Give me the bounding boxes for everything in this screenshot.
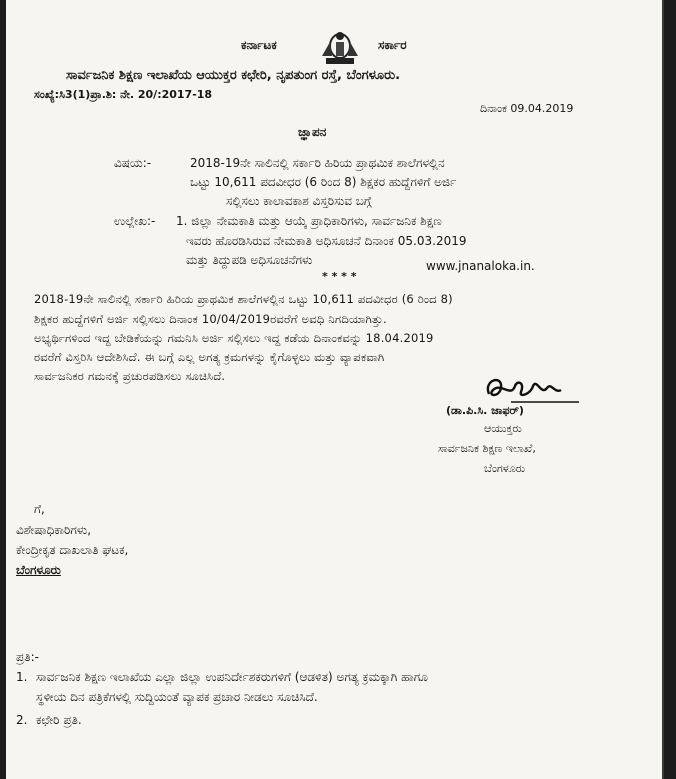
copy-item-number: 1. (16, 670, 28, 684)
signatory-designation: ಆಯುಕ್ತರು (484, 422, 522, 435)
body-line: ಶಿಕ್ಷಕರ ಹುದ್ದೆಗಳಿಗೆ ಅರ್ಜಿ ಸಲ್ಲಿಸಲು ದಿನಾಂಕ 10/04/2019ರವರೆಗೆ ಅವಧಿ ನಿಗದಿಯಾಗಿತ್ತು. (34, 312, 387, 326)
signatory-name: (ಡಾ.ಪಿ.ಸಿ. ಜಾಫರ್) (446, 404, 524, 417)
body-line: ರವರೆಗೆ ವಿಸ್ತರಿಸಿ ಆದೇಶಿಸಿದೆ. ಈ ಬಗ್ಗೆ ಎಲ್ಲ ಅಗತ್ಯ ಕ್ರಮಗಳನ್ನು ಕೈಗೊಳ್ಳಲು ಮತ್ತು ವ್ಯಾಪಕವಾಗಿ (34, 350, 385, 364)
watermark: www.jnanaloka.in. (426, 259, 535, 273)
copy-item: ಕಛೇರಿ ಪ್ರತಿ. (36, 713, 82, 727)
to-city: ಬೆಂಗಳೂರು (16, 563, 61, 577)
subject-line: ಒಟ್ಟು 10,611 ಪದವೀಧರ (6 ರಿಂದ 8) ಶಿಕ್ಷಕರ ಹುದ್ದೆಗಳಿಗೆ ಅರ್ಜಿ (190, 175, 457, 189)
reference-line: ಇವರು ಹೊರಡಿಸಿರುವ ನೇಮಕಾತಿ ಅಧಿಸೂಚನೆ ದಿನಾಂಕ 05.03.2019 (186, 234, 467, 248)
to-line: ಕೇಂದ್ರೀಕೃತ ದಾಖಲಾತಿ ಘಟಕ, (16, 543, 129, 557)
body-line: 2018-19ನೇ ಸಾಲಿನಲ್ಲಿ ಸರ್ಕಾರಿ ಹಿರಿಯ ಪ್ರಾಥಮಿಕ ಶಾಲೆಗಳಲ್ಲಿನ ಒಟ್ಟು 10,611 ಪದವೀಧರ (6 ರಿಂದ 8) (34, 292, 453, 306)
reference-label: ಉಲ್ಲೇಖ:- (114, 214, 156, 228)
copy-label: ಪ್ರತಿ:- (16, 650, 39, 664)
separator-stars: * * * * (322, 270, 357, 283)
copy-item-number: 2. (16, 713, 28, 727)
body-line: ಅಭ್ಯರ್ಥಿಗಳಿಂದ ಇದ್ದ ಬೇಡಿಕೆಯನ್ನು ಗಮನಿಸಿ ಅರ್ಜಿ ಸಲ್ಲಿಸಲು ಇದ್ದ ಕಡೆಯ ದಿನಾಂಕವನ್ನು 18.04.2019 (34, 331, 434, 345)
signatory-department: ಸಾರ್ವಜನಿಕ ಶಿಕ್ಷಣ ಇಲಾಖೆ, (438, 442, 536, 455)
signatory-city: ಬೆಂಗಳೂರು (484, 462, 526, 475)
subject-label: ವಿಷಯ:- (114, 156, 152, 170)
document-page (6, 0, 664, 779)
reference-line: 1. ಜಿಲ್ಲಾ ನೇಮಕಾತಿ ಮತ್ತು ಆಯ್ಕೆ ಪ್ರಾಧಿಕಾರಿಗಳು, ಸಾರ್ವಜನಿಕ ಶಿಕ್ಷಣ (176, 214, 442, 228)
subject-line: ಸಲ್ಲಿಸಲು ಕಾಲಾವಕಾಶ ವಿಸ್ತರಿಸುವ ಬಗ್ಗೆ (226, 194, 372, 208)
copy-item: ಸಾರ್ವಜನಿಕ ಶಿಕ್ಷಣ ಇಲಾಖೆಯ ಎಲ್ಲಾ ಜಿಲ್ಲಾ ಉಪನಿರ್ದೇಶಕರುಗಳಿಗೆ (ಆಡಳಿತ) ಅಗತ್ಯ ಕ್ರಮಕ್ಕಾಗಿ ಹಾಗೂ (36, 670, 428, 684)
to-label: ಗೆ, (34, 502, 45, 516)
header-office: ಸಾರ್ವಜನಿಕ ಶಿಕ್ಷಣ ಇಲಾಖೆಯ ಆಯುಕ್ತರ ಕಛೇರಿ, ನೃಪತುಂಗ ರಸ್ತೆ, ಬೆಂಗಳೂರು. (66, 68, 401, 83)
header-government: ಸರ್ಕಾರ (378, 38, 407, 52)
reference-line: ಮತ್ತು ತಿದ್ದುಪಡಿ ಅಧಿಸೂಚನೆಗಳು (186, 253, 313, 267)
document-date: ದಿನಾಂಕ 09.04.2019 (480, 102, 574, 115)
body-line: ಸಾರ್ವಜನಿಕರ ಗಮನಕ್ಕೆ ಪ್ರಚುರಪಡಿಸಲು ಸೂಚಿಸಿದೆ. (34, 369, 226, 383)
state-emblem-icon (316, 28, 364, 68)
memo-title: ಜ್ಞಾಪನ (298, 125, 327, 139)
header-state: ಕರ್ನಾಟಕ (241, 38, 277, 52)
copy-item: ಸ್ಥಳೀಯ ದಿನ ಪತ್ರಿಕೆಗಳಲ್ಲಿ ಸುದ್ದಿಯಂತೆ ವ್ಯಾಪಕ ಪ್ರಚಾರ ನೀಡಲು ಸೂಚಿಸಿದೆ. (36, 690, 318, 704)
reference-number: ಸಂಖ್ಯೆ:ಸಿ3(1)ಪ್ರಾ.ಶಿ: ನೇ. 20/:2017-18 (34, 88, 213, 101)
subject-line: 2018-19ನೇ ಸಾಲಿನಲ್ಲಿ ಸರ್ಕಾರಿ ಹಿರಿಯ ಪ್ರಾಥಮಿಕ ಶಾಲೆಗಳಲ್ಲಿನ (190, 156, 445, 170)
to-line: ವಿಶೇಷಾಧಿಕಾರಿಗಳು, (16, 523, 92, 537)
